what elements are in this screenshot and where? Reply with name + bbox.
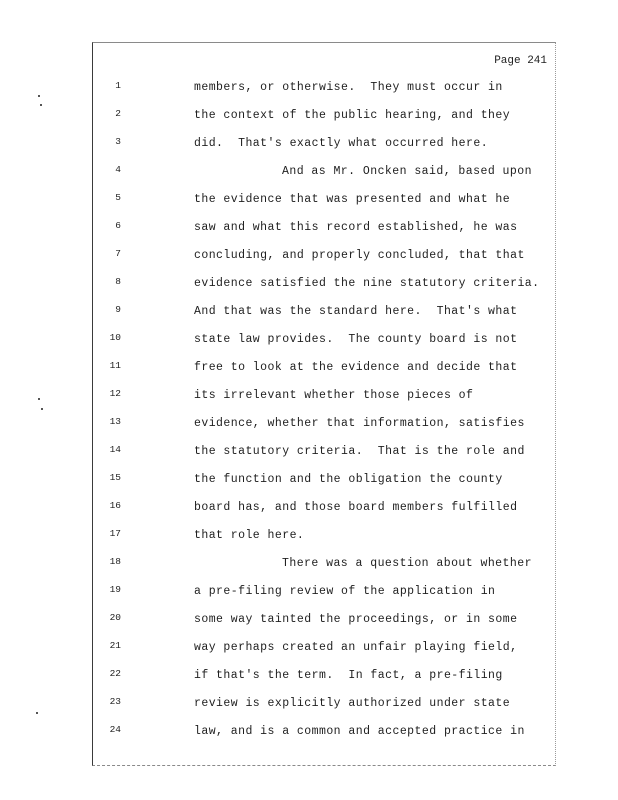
- transcript-line: [93, 417, 553, 439]
- transcript-line: [93, 501, 553, 523]
- transcript-line: [93, 305, 553, 327]
- line-text: law, and is a common and accepted practice in: [194, 725, 525, 738]
- line-number: 19: [109, 584, 121, 595]
- line-number: 9: [115, 304, 121, 315]
- transcript-line: [93, 585, 553, 607]
- transcript-line: [93, 725, 553, 747]
- transcript-page: [92, 42, 556, 766]
- transcript-line: [93, 165, 553, 187]
- line-number: 8: [115, 276, 121, 287]
- line-number: 2: [115, 108, 121, 119]
- scan-speck: [40, 104, 42, 106]
- transcript-line: [93, 641, 553, 663]
- transcript-line: [93, 277, 553, 299]
- transcript-line: [93, 613, 553, 635]
- line-text: There was a question about whether: [282, 557, 532, 570]
- transcript-line: [93, 221, 553, 243]
- line-number: 16: [109, 500, 121, 511]
- transcript-line: [93, 697, 553, 719]
- line-text: its irrelevant whether those pieces of: [194, 389, 474, 402]
- line-number: 14: [109, 444, 121, 455]
- line-number: 20: [109, 612, 121, 623]
- transcript-line: [93, 473, 553, 495]
- line-number: 3: [115, 136, 121, 147]
- transcript-line: [93, 361, 553, 383]
- transcript-line: [93, 109, 553, 131]
- transcript-line: [93, 333, 553, 355]
- line-text: the context of the public hearing, and they: [194, 109, 511, 122]
- transcript-line: [93, 81, 553, 103]
- line-text: board has, and those board members fulfilled: [194, 501, 518, 514]
- line-number: 1: [115, 80, 121, 91]
- transcript-line: [93, 193, 553, 215]
- line-text: that role here.: [194, 529, 305, 542]
- line-number: 6: [115, 220, 121, 231]
- line-number: 22: [109, 668, 121, 679]
- line-text: some way tainted the proceedings, or in some: [194, 613, 518, 626]
- transcript-line: [93, 249, 553, 271]
- transcript-line: [93, 669, 553, 691]
- line-text: free to look at the evidence and decide that: [194, 361, 518, 374]
- line-number: 23: [109, 696, 121, 707]
- transcript-line: [93, 137, 553, 159]
- scan-speck: [41, 408, 43, 410]
- line-text: if that's the term. In fact, a pre-filing: [194, 669, 503, 682]
- line-text: the evidence that was presented and what he: [194, 193, 511, 206]
- line-text: review is explicitly authorized under state: [194, 697, 511, 710]
- line-number: 7: [115, 248, 121, 259]
- line-number: 5: [115, 192, 121, 203]
- scan-speck: [38, 95, 40, 97]
- line-text: the function and the obligation the county: [194, 473, 503, 486]
- line-text: And that was the standard here. That's what: [194, 305, 518, 318]
- transcript-line: [93, 445, 553, 467]
- transcript-line: [93, 529, 553, 551]
- line-number: 12: [109, 388, 121, 399]
- line-text: did. That's exactly what occurred here.: [194, 137, 489, 150]
- scan-speck: [38, 398, 40, 400]
- line-number: 21: [109, 640, 121, 651]
- line-text: concluding, and properly concluded, that that: [194, 249, 525, 262]
- line-text: evidence satisfied the nine statutory criteria.: [194, 277, 540, 290]
- line-text: way perhaps created an unfair playing field,: [194, 641, 518, 654]
- line-text: evidence, whether that information, satisfies: [194, 417, 525, 430]
- line-number: 18: [109, 556, 121, 567]
- line-text: state law provides. The county board is not: [194, 333, 518, 346]
- line-text: the statutory criteria. That is the role and: [194, 445, 525, 458]
- line-text: And as Mr. Oncken said, based upon: [282, 165, 532, 178]
- line-text: members, or otherwise. They must occur in: [194, 81, 503, 94]
- page-number: Page 241: [494, 55, 547, 67]
- transcript-line: [93, 557, 553, 579]
- transcript-line: [93, 389, 553, 411]
- line-text: a pre-filing review of the application in: [194, 585, 496, 598]
- line-number: 17: [109, 528, 121, 539]
- scan-speck: [36, 712, 38, 714]
- line-text: saw and what this record established, he was: [194, 221, 518, 234]
- line-number: 24: [109, 724, 121, 735]
- line-number: 13: [109, 416, 121, 427]
- line-number: 11: [109, 360, 121, 371]
- line-number: 15: [109, 472, 121, 483]
- line-number: 10: [109, 332, 121, 343]
- line-number: 4: [115, 164, 121, 175]
